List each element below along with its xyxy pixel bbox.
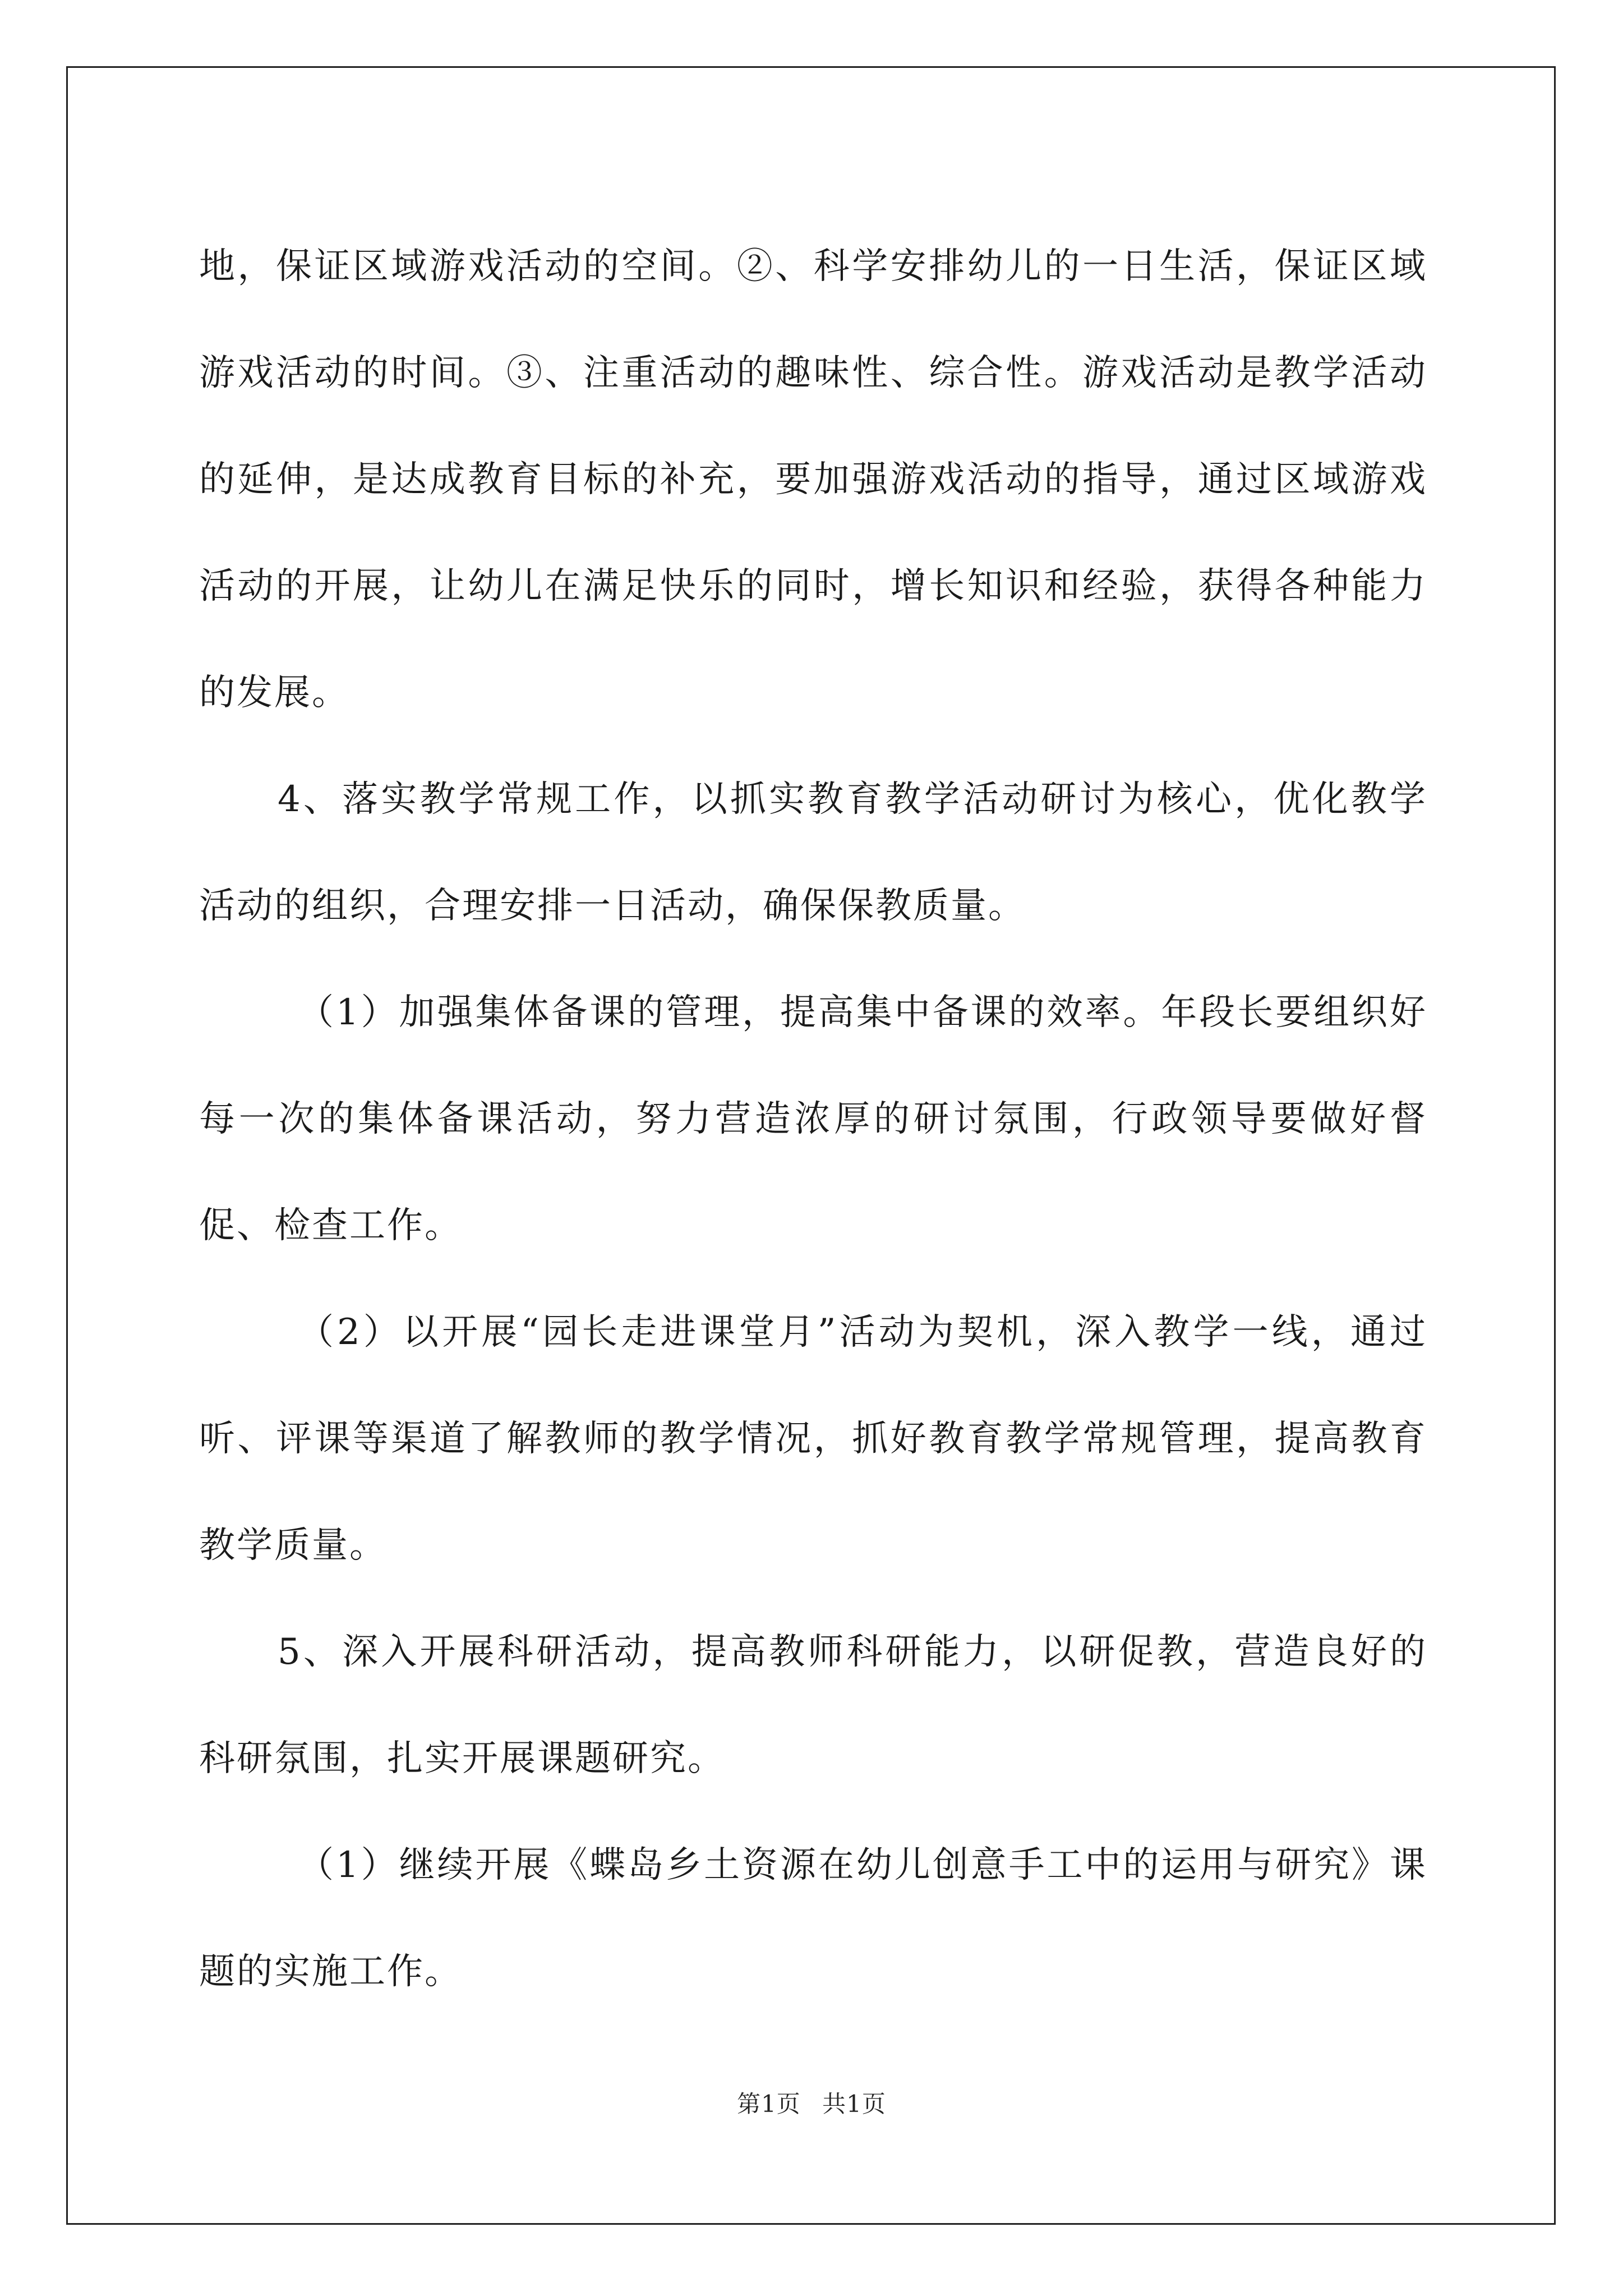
page-number-total: 共1页 [822,2090,886,2118]
paragraph-item-4-1: （1）加强集体备课的管理，提高集中备课的效率。年段长要组织好每一次的集体备课活动，努力营造浓厚的研讨氛围，行政领导要做好督促、检查工作。 [199,992,1427,1246]
page-footer [0,2086,1623,2119]
document-body [199,213,1427,2025]
paragraph-item-5: 5、深入开展科研活动，提高教师科研能力，以研促教，营造良好的科研氛围，扎实开展课题研究。 [199,1631,1427,1779]
paragraph-continuation: 地，保证区域游戏活动的空间。②、科学安排幼儿的一日生活，保证区域游戏活动的时间。③、注重活动的趣味性、综合性。游戏活动是教学活动的延伸，是达成教育目标的补充，要加强游戏活动的指导，通过区域游戏活动的开展，让幼儿在满足快乐的同时，增长知识和经验，获得各种能力的发展。 [199,246,1427,714]
paragraph-item-4-2: （2）以开展“园长走进课堂月”活动为契机，深入教学一线，通过听、评课等渠道了解教师的教学情况，抓好教育教学常规管理，提高教育教学质量。 [199,1312,1427,1566]
paragraph-item-5-1: （1）继续开展《蝶岛乡土资源在幼儿创意手工中的运用与研究》课题的实施工作。 [199,1844,1427,1993]
paragraph-item-4: 4、落实教学常规工作，以抓实教育教学活动研讨为核心，优化教学活动的组织，合理安排一日活动，确保保教质量。 [199,779,1427,927]
page-number-current: 第1页 [737,2090,801,2118]
